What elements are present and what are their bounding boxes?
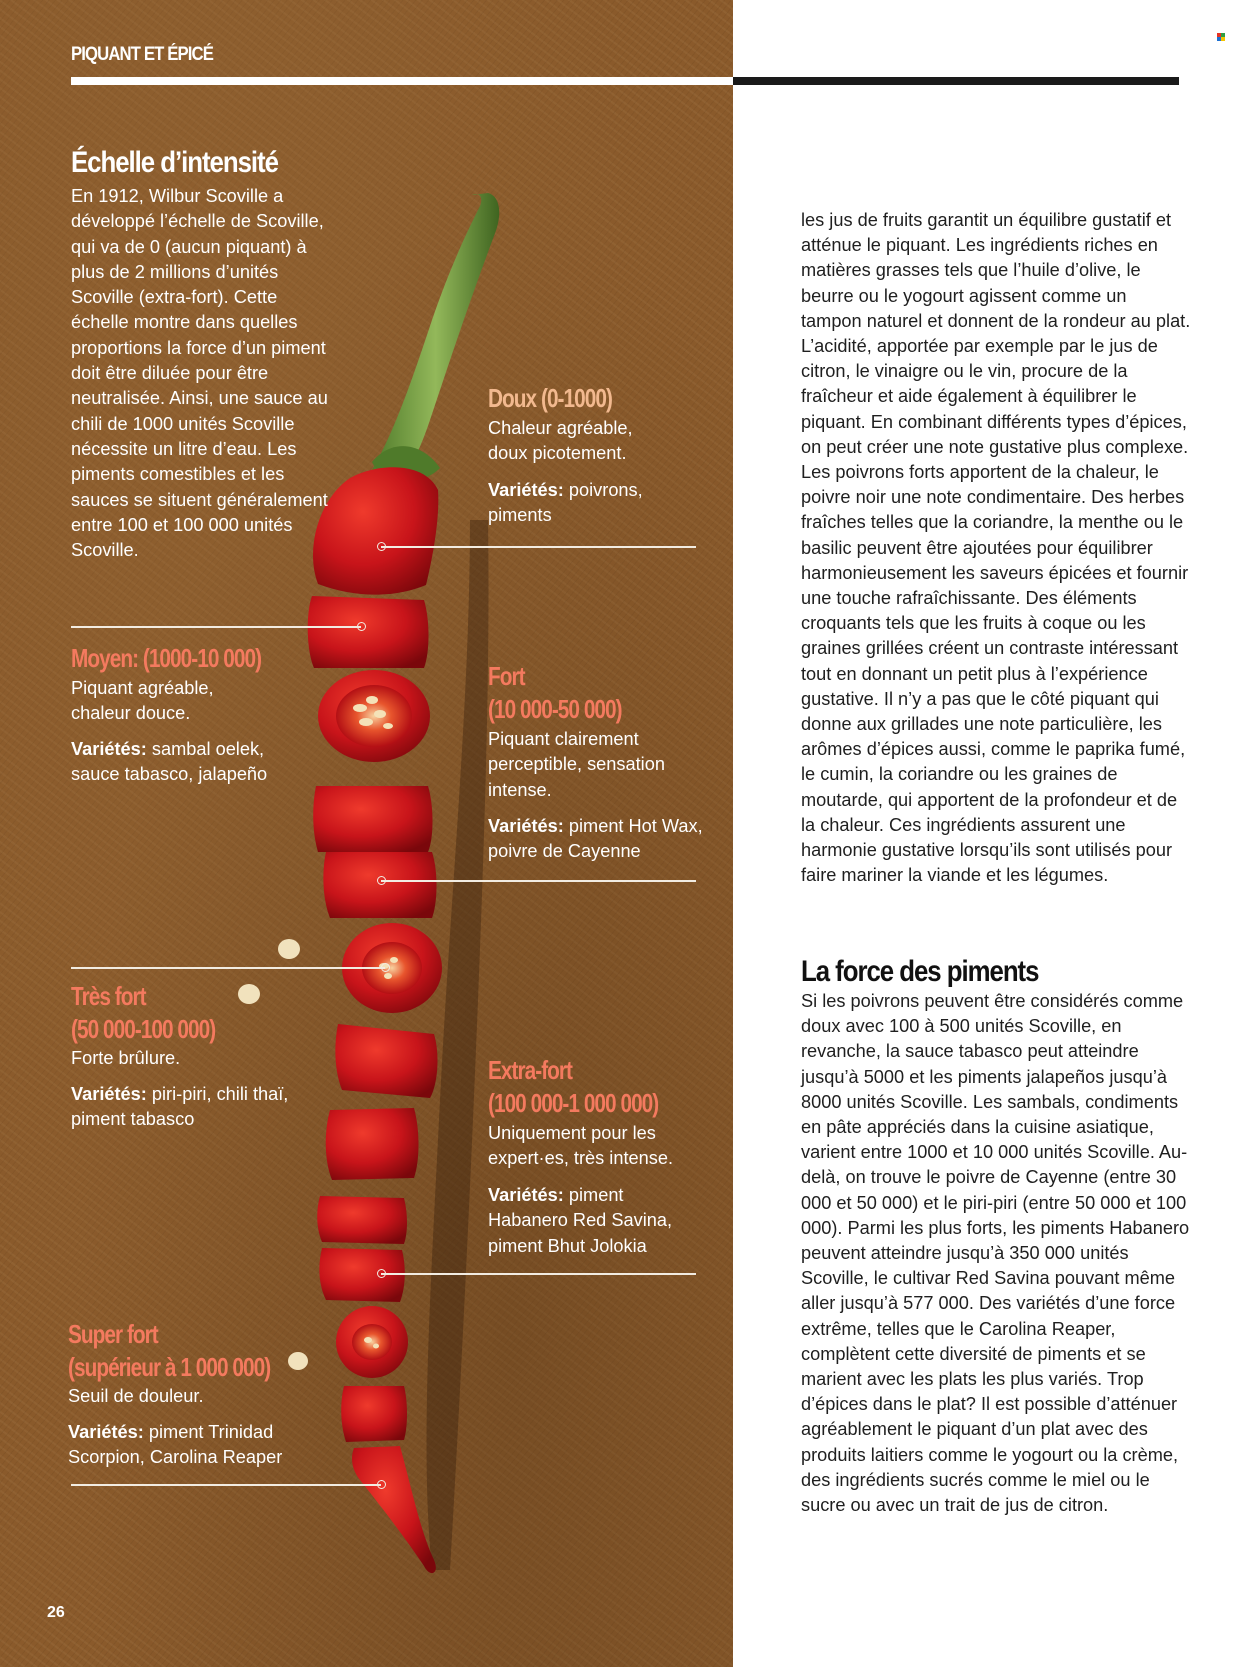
level-description-fort: Piquant clairement perceptible, sensation intense. <box>488 729 665 800</box>
connector-line-moyen <box>71 626 361 628</box>
connector-line-fort <box>381 880 696 882</box>
connector-dot <box>381 963 390 972</box>
pepper-seed-icon <box>238 984 260 1004</box>
body-paragraph-2: Si les poivrons peuvent être considérés comme doux avec 100 à 500 unités Scoville, en revanche, la sauce tabasco peut atteindre jusqu’à 5000 et les piments jalapeños jusqu’à 8000 unités Scoville. Les sambals, condiments en pâte appréciés dans la cuisine asiatique, varient entre 1000 et 10 000 unités Scoville. Au-delà, on trouve le poivre de Cayenne (entre 30 000 et 50 000) et le piri-piri (entre 50 000 et 100 000). Parmi les plus forts, les piments Habanero peuvent atteindre jusqu’à 350 000 unités Scoville, le cultivar Red Savina pouvant même aller jusqu’à 577 000. Des variétés d’une force extrême, telles que le Carolina Reaper, complètent cette diversité de piments et se marient avec les plats les plus variés. Trop d’épices dans le plat? Il est possible d’atténuer agréablement le piquant d’un plat avec des produits laitiers comme le yogourt ou la crème, des ingrédients sucrés comme le miel ou le sucre ou avec un trait de jus de citron. <box>801 991 1190 1516</box>
varieties-label: Variétés: <box>488 480 564 500</box>
varieties-label: Variétés: <box>488 816 564 836</box>
header-rule-black <box>733 77 1179 85</box>
varieties-label: Variétés: <box>71 1084 147 1104</box>
connector-line-super-fort <box>71 1484 381 1486</box>
level-title-moyen: Moyen: (1000-10 000) <box>71 643 262 673</box>
varieties-label: Variétés: <box>488 1185 564 1205</box>
level-varieties-fort <box>488 814 708 865</box>
varieties-label: Variétés: <box>68 1422 144 1442</box>
level-varieties-extra-fort <box>488 1183 708 1259</box>
level-title-super-fort-line1: Super fort <box>68 1319 158 1349</box>
section-label: PIQUANT ET ÉPICÉ <box>71 44 213 65</box>
connector-dot <box>377 876 386 885</box>
varieties-list: piri-piri, chili thaï, piment tabasco <box>71 1084 289 1130</box>
pepper-seed-icon <box>288 1352 308 1370</box>
connector-dot <box>377 1269 386 1278</box>
intro-text: En 1912, Wilbur Scoville a développé l’échelle de Scoville, qui va de 0 (aucun piquant) à plus de 2 millions d’unités Scoville (extra-fort). Cette échelle montre dans quelles proportions la force d’un piment doit être diluée pour être neutralisée. Ainsi, une sauce au chili de 1000 unités Scoville nécessite un litre d’eau. Les piments comestibles et les sauces se situent généralement entre 100 et 100 000 unités Scoville. <box>71 186 328 561</box>
connector-dot <box>377 542 386 551</box>
level-title-tres-fort-line2: (50 000-100 000) <box>71 1014 216 1044</box>
level-varieties-moyen <box>71 737 311 788</box>
varieties-label: Variétés: <box>71 739 147 759</box>
level-varieties-tres-fort <box>71 1082 306 1133</box>
level-description-extra-fort: Uniquement pour les expert·es, très intense. <box>488 1123 673 1169</box>
level-title-super-fort-line2: (supérieur à 1 000 000) <box>68 1352 271 1382</box>
article-heading: La force des piments <box>801 955 1039 988</box>
level-title-fort-line2: (10 000-50 000) <box>488 694 622 724</box>
varieties-list: piment Trinidad Scorpion, Carolina Reaper <box>68 1422 283 1468</box>
varieties-list: poivrons, piments <box>488 480 643 526</box>
level-title-extra-fort-line1: Extra-fort <box>488 1055 573 1085</box>
level-title-fort-line1: Fort <box>488 661 525 691</box>
level-description-tres-fort: Forte brûlure. <box>71 1048 181 1068</box>
level-title-extra-fort-line2: (100 000-1 000 000) <box>488 1088 659 1118</box>
level-description-moyen: Piquant agréable, chaleur douce. <box>71 678 214 724</box>
connector-dot <box>357 622 366 631</box>
connector-line-tres-fort <box>71 967 385 969</box>
varieties-list: sambal oelek, sauce tabasco, jalapeño <box>71 739 268 785</box>
connector-line-extra-fort <box>381 1273 696 1275</box>
level-varieties-super-fort <box>68 1420 300 1471</box>
varieties-list: piment Hot Wax, poivre de Cayenne <box>488 816 703 862</box>
body-paragraph-1: les jus de fruits garantit un équilibre gustatif et atténue le piquant. Les ingrédients riches en matières grasses tels que l’huile d’olive, le beurre ou le yogourt agissent comme un tampon naturel et donnent de la rondeur au plat. L’acidité, apportée par exemple par le jus de citron, le vinaigre ou le vin, procure de la fraîcheur et aide également à équilibrer le piquant. En combinant différents types d’épices, on peut créer une note gustative plus complexe. Les poivrons forts apportent de la chaleur, le poivre noir une note condimentaire. Des herbes fraîches telles que la coriandre, la menthe ou le basilic peuvent être ajoutées pour équilibrer harmonieusement les saveurs épicées et fournir une touche rafraîchissante. Des éléments croquants tels que les fruits à coque ou les graines grillées créent un contraste intéressant tout en donnant un petit plus à l’expérience gustative. Il n’y a pas que le côté piquant qui donne aux grillades une note particulière, les arômes d’épices aussi, comme le paprika fumé, le cumin, la coriandre ou les graines de moutarde, qui apportent de la profondeur et de la chaleur. Ces ingrédients assurent une harmonie gustative lorsqu’ils sont utilisés pour faire mariner la viande et les légumes. <box>801 210 1191 886</box>
level-description-doux: Chaleur agréable, doux picotement. <box>488 418 633 464</box>
level-title-doux: Doux (0-1000) <box>488 383 612 413</box>
level-title-tres-fort-line1: Très fort <box>71 981 146 1011</box>
level-description-super-fort: Seuil de douleur. <box>68 1386 204 1406</box>
intro-heading: Échelle d’intensité <box>71 146 278 179</box>
connector-line-doux <box>381 546 696 548</box>
connector-dot <box>377 1480 386 1489</box>
pepper-seed-icon <box>278 939 300 959</box>
level-varieties-doux <box>488 478 668 529</box>
color-mark-icon <box>1217 33 1225 41</box>
varieties-list: piment Habanero Red Savina, piment Bhut Jolokia <box>488 1185 673 1256</box>
page-number: 26 <box>47 1604 65 1621</box>
